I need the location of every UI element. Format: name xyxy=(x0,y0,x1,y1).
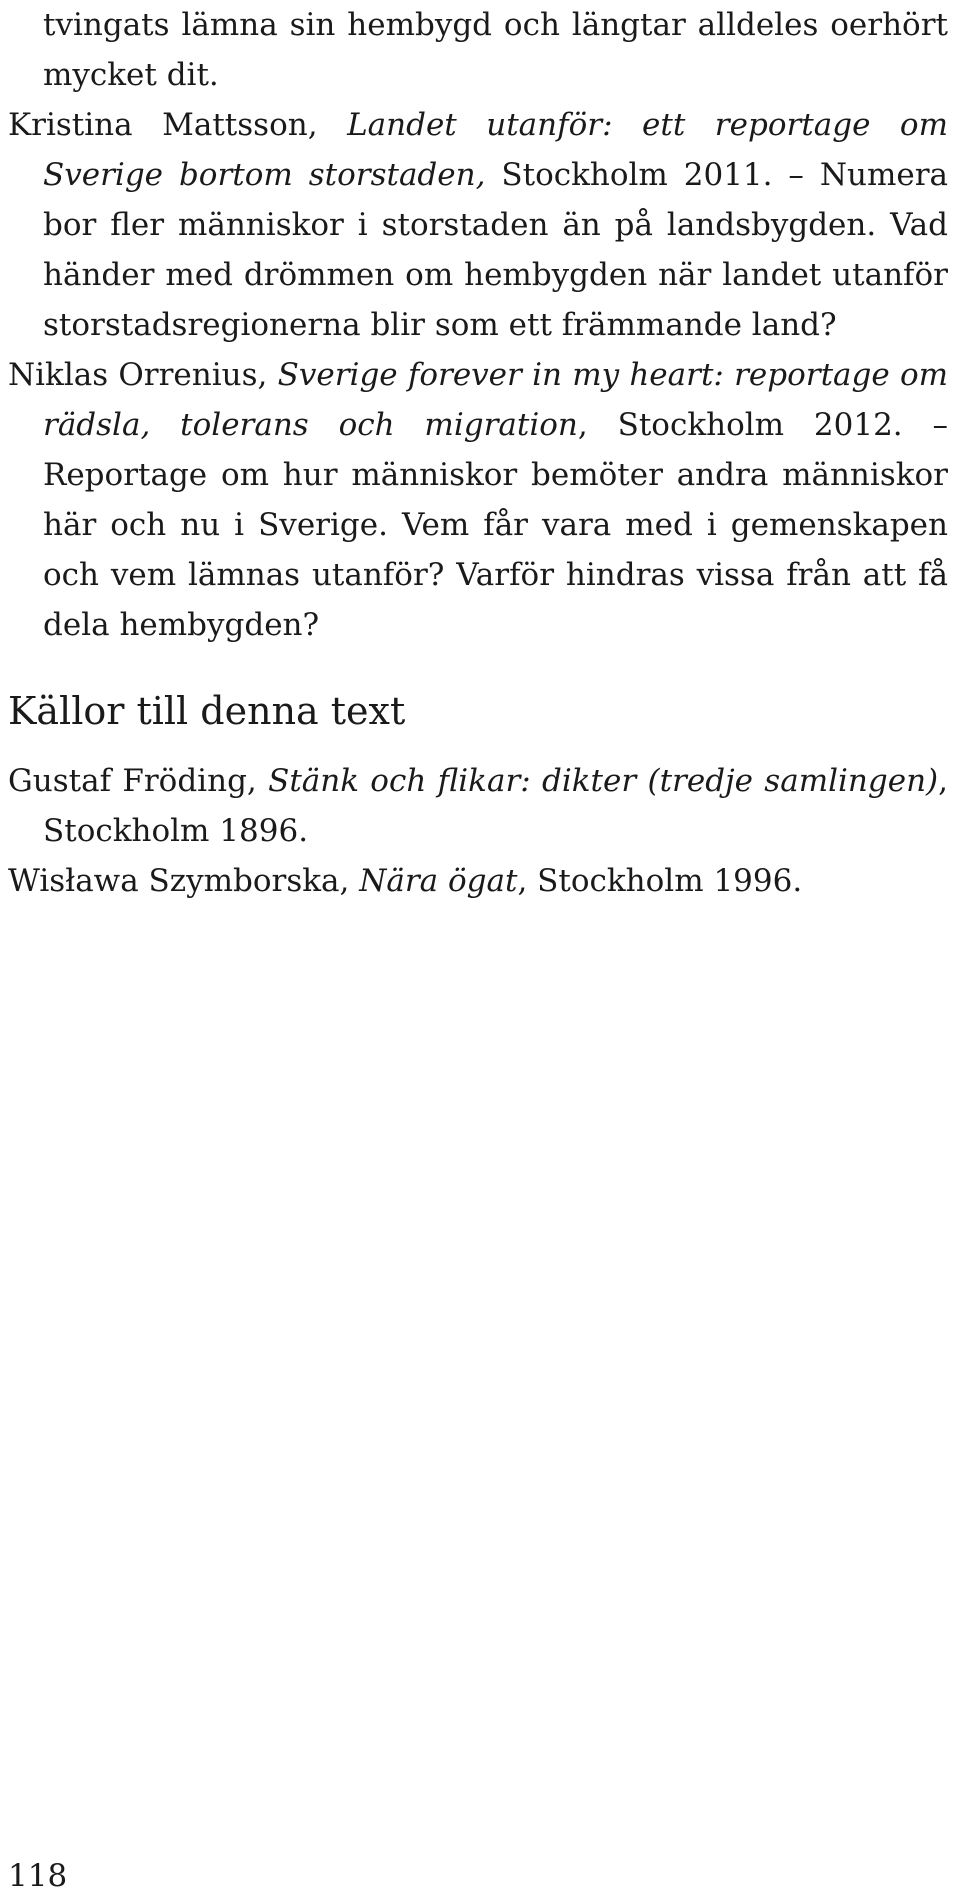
source-title: Nära ögat xyxy=(359,863,518,899)
reading-list-entry xyxy=(8,350,948,650)
entry-title: Landet utanför: ett reportage om Sverige bortom storstaden, xyxy=(43,107,948,193)
sources-heading: Källor till denna text xyxy=(8,689,406,733)
entry-author: Niklas Orrenius, xyxy=(8,357,278,393)
source-author: Wisława Szymborska, xyxy=(8,863,360,899)
source-details: , Stockholm 1896. xyxy=(43,763,948,849)
source-title: Stänk och flikar: dikter (tredje samlingen) xyxy=(268,763,939,799)
source-author: Gustaf Fröding, xyxy=(8,763,269,799)
source-entry xyxy=(8,856,948,906)
entry-title: Sverige forever in my heart: reportage om rädsla, tolerans och migration xyxy=(43,357,948,443)
continuation-paragraph: tvingats lämna sin hembygd och längtar alldeles oerhört mycket dit. xyxy=(43,7,948,93)
page-number: 118 xyxy=(8,1858,68,1894)
source-details: , Stockholm 1996. xyxy=(517,863,803,899)
entry-description: Stockholm 2011. – Numera bor fler människor i storstaden än på landsbygden. Vad händer med drömmen om hembygden när landet utanför storstadsregionerna blir som ett främmande land? xyxy=(43,157,948,343)
entry-author: Kristina Mattsson, xyxy=(8,107,348,143)
source-entry xyxy=(8,756,948,856)
reading-list-entry xyxy=(8,100,948,350)
page-content xyxy=(8,0,948,906)
entry-description: , Stockholm 2012. – Reportage om hur människor bemöter andra människor här och nu i Sverige. Vem får vara med i gemenskapen och vem lämnas utanför? Varför hindras vissa från att få dela hembygden? xyxy=(43,407,949,643)
